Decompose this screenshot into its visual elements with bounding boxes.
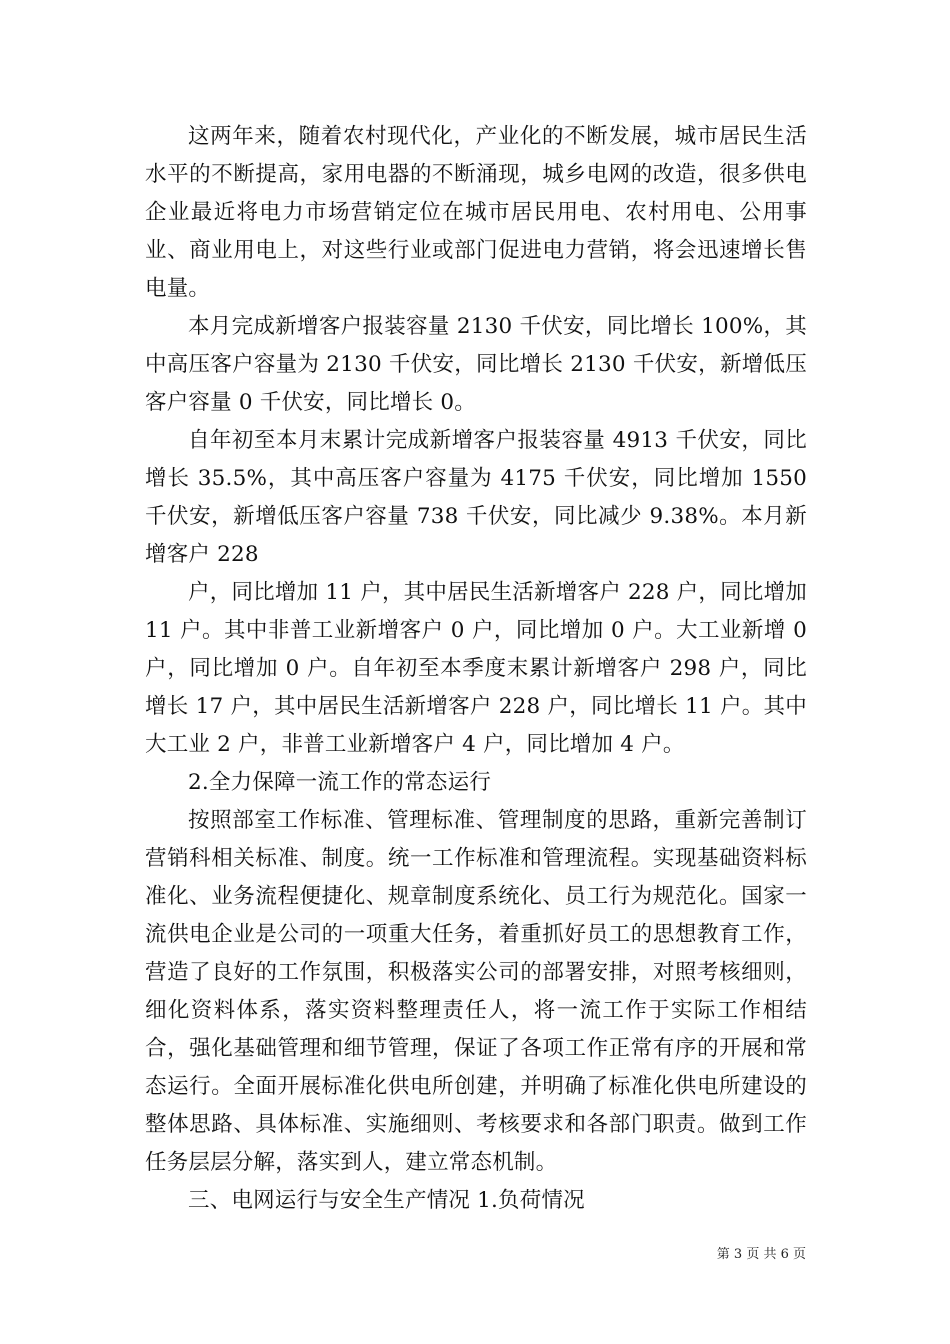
section-heading-normal-operation: 2.全力保障一流工作的常态运行	[188, 770, 492, 795]
section-heading-grid-operation: 三、电网运行与安全生产情况 1.负荷情况	[188, 1188, 585, 1213]
paragraph-monthly-capacity: 本月完成新增客户报装容量 2130 千伏安，同比增长 100%，其中高压客户容量为 2130 千伏安，同比增长 2130 千伏安，新增低压客户容量 0 千伏安，同比增长 0。	[145, 314, 807, 415]
paragraph-standards: 按照部室工作标准、管理标准、管理制度的思路，重新完善制订营销科相关标准、制度。统一工作标准和管理流程。实现基础资料标准化、业务流程便捷化、规章制度系统化、员工行为规范化。国家一流供电企业是公司的一项重大任务，着重抓好员工的思想教育工作，营造了良好的工作氛围，积极落实公司的部署安排，对照考核细则，细化资料体系，落实资料整理责任人，将一流工作于实际工作相结合，强化基础管理和细节管理，保证了各项工作正常有序的开展和常态运行。全面开展标准化供电所创建，并明确了标准化供电所建设的整体思路、具体标准、实施细则、考核要求和各部门职责。做到工作任务层层分解，落实到人，建立常态机制。	[145, 808, 807, 1175]
page-number-footer: 第 3 页 共 6 页	[716, 1247, 806, 1262]
document-body	[145, 118, 807, 1220]
paragraph-intro: 这两年来，随着农村现代化，产业化的不断发展，城市居民生活水平的不断提高，家用电器的不断涌现，城乡电网的改造，很多供电企业最近将电力市场营销定位在城市居民用电、农村用电、公用事业、商业用电上，对这些行业或部门促进电力营销，将会迅速增长售电量。	[145, 124, 807, 301]
paragraph-cumulative-capacity: 自年初至本月末累计完成新增客户报装容量 4913 千伏安，同比增长 35.5%，其中高压客户容量为 4175 千伏安，同比增加 1550 千伏安，新增低压客户容量 738 千伏安，同比减少 9.38%。本月新增客户 228	[145, 428, 807, 567]
paragraph-new-customers: 户，同比增加 11 户，其中居民生活新增客户 228 户，同比增加 11 户。其中非普工业新增客户 0 户，同比增加 0 户。大工业新增 0 户，同比增加 0 户。自年初至本季度末累计新增客户 298 户，同比增长 17 户，其中居民生活新增客户 228 户，同比增长 11 户。其中大工业 2 户，非普工业新增客户 4 户，同比增加 4 户。	[145, 580, 807, 757]
